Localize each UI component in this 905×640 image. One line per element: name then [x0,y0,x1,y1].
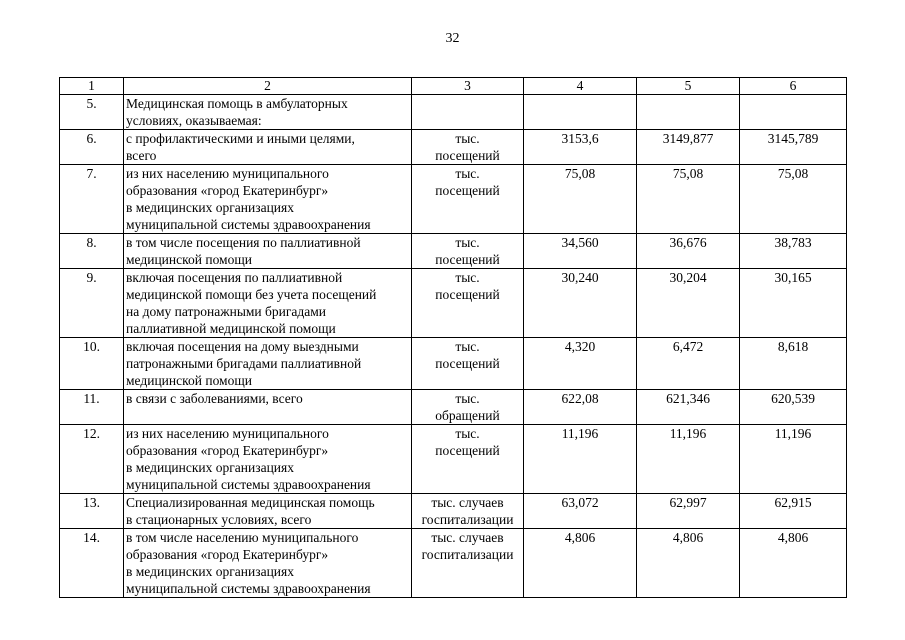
description-cell [124,234,412,269]
row-number-cell [60,529,124,598]
description-line: паллиативной медицинской помощи [126,321,336,336]
unit-line: обращений [435,408,500,423]
value-cell-col5 [637,494,740,529]
value: 4,320 [564,339,596,354]
value-cell-col6 [740,269,847,338]
value: 11,196 [669,426,707,441]
description-line: медицинской помощи [126,373,252,388]
description-line: образования «город Екатеринбург» [126,547,329,562]
value: 8,618 [777,339,809,354]
description-line: образования «город Екатеринбург» [126,443,329,458]
value-cell-col6 [740,165,847,234]
unit-cell [412,390,524,425]
unit-line: посещений [435,287,500,302]
description-line: всего [126,148,157,163]
row-number: 8. [86,235,97,250]
table-row [60,425,847,494]
value-cell-col5 [637,338,740,390]
value-cell-col4 [524,390,637,425]
value-cell-col6 [740,494,847,529]
unit-cell [412,494,524,529]
value: 75,08 [564,166,596,181]
value [638,95,738,112]
description-line: в том числе населению муниципального [126,530,359,545]
description-line: медицинской помощи без учета посещений [126,287,377,302]
value-cell-col5 [637,390,740,425]
description-line: муниципальной системы здравоохранения [126,581,371,596]
row-number: 14. [83,530,100,545]
value: 3149,877 [662,131,714,146]
header-cell-2: 2 [124,78,412,95]
description-line: Медицинская помощь в амбулаторных [126,96,348,111]
value: 6,472 [672,339,704,354]
unit-line: госпитализации [421,547,514,562]
header-row [60,78,847,95]
unit-line: тыс. [455,270,480,285]
data-table [59,77,847,598]
value-cell-col5 [637,130,740,165]
description-line: из них населению муниципального [126,166,329,181]
unit-line: госпитализации [421,512,514,527]
description-line: в том числе посещения по паллиативной [126,235,361,250]
row-number: 7. [86,166,97,181]
table-row [60,234,847,269]
value: 30,165 [774,270,812,285]
description-line: включая посещения на дому выездными [126,339,359,354]
table-row [60,529,847,598]
value: 11,196 [561,426,599,441]
value: 4,806 [564,530,596,545]
value-cell-col4 [524,95,637,130]
unit-line: тыс. случаев [431,530,504,545]
value [525,95,635,112]
value: 38,783 [774,235,812,250]
value-cell-col5 [637,269,740,338]
description-line: муниципальной системы здравоохранения [126,477,371,492]
description-cell [124,529,412,598]
description-line: на дому патронажными бригадами [126,304,327,319]
value: 622,08 [561,391,599,406]
unit-line: тыс. [455,166,480,181]
header-cell-1: 1 [60,78,124,95]
value-cell-col4 [524,130,637,165]
header-cell-4: 4 [524,78,637,95]
value: 36,676 [669,235,707,250]
value: 75,08 [777,166,809,181]
row-number-cell [60,269,124,338]
description-line: в медицинских организациях [126,460,294,475]
row-number-cell [60,165,124,234]
value: 62,997 [669,495,707,510]
value-cell-col6 [740,390,847,425]
description-line: с профилактическими и иными целями, [126,131,355,146]
row-number-cell [60,130,124,165]
value: 620,539 [771,391,815,406]
unit-line [413,95,522,112]
value: 4,806 [672,530,704,545]
value-cell-col5 [637,234,740,269]
description-line: образования «город Екатеринбург» [126,183,329,198]
value-cell-col4 [524,165,637,234]
unit-line: тыс. случаев [431,495,504,510]
row-number-cell [60,234,124,269]
unit-line: тыс. [455,391,480,406]
value-cell-col6 [740,338,847,390]
row-number-cell [60,425,124,494]
unit-line [413,112,522,129]
value-cell-col4 [524,234,637,269]
row-number: 13. [83,495,100,510]
description-line: Специализированная медицинская помощь [126,495,375,510]
value-cell-col5 [637,529,740,598]
unit-cell [412,529,524,598]
value-cell-col5 [637,425,740,494]
unit-line: тыс. [455,131,480,146]
description-line: из них населению муниципального [126,426,329,441]
value-cell-col4 [524,269,637,338]
row-number-cell [60,494,124,529]
unit-cell [412,165,524,234]
value-cell-col5 [637,165,740,234]
unit-line: тыс. [455,339,480,354]
table-row [60,95,847,130]
unit-cell [412,234,524,269]
value-cell-col6 [740,425,847,494]
row-number: 9. [86,270,97,285]
page-number: 32 [445,31,460,46]
description-line: медицинской помощи [126,252,252,267]
unit-line: посещений [435,252,500,267]
row-number-cell [60,390,124,425]
value: 11,196 [774,426,812,441]
row-number-cell [60,338,124,390]
description-line [126,407,410,424]
value: 30,204 [669,270,707,285]
value: 63,072 [561,495,599,510]
unit-line: тыс. [455,235,480,250]
value: 3145,789 [767,131,819,146]
description-line: включая посещения по паллиативной [126,270,343,285]
description-cell [124,390,412,425]
value-cell-col4 [524,425,637,494]
row-number: 5. [86,96,97,111]
unit-line: тыс. [455,426,480,441]
unit-cell [412,95,524,130]
description-line: условиях, оказываемая: [126,113,262,128]
value-cell-col6 [740,130,847,165]
description-cell [124,338,412,390]
header-cell-5: 5 [637,78,740,95]
table-row [60,338,847,390]
value: 62,915 [774,495,812,510]
description-cell [124,425,412,494]
unit-line: посещений [435,443,500,458]
description-cell [124,95,412,130]
value [741,95,845,112]
value-cell-col4 [524,529,637,598]
unit-cell [412,269,524,338]
value-cell-col4 [524,338,637,390]
description-line: в стационарных условиях, всего [126,512,312,527]
value-cell-col4 [524,494,637,529]
header-cell-3: 3 [412,78,524,95]
value-cell-col5 [637,95,740,130]
table-row [60,494,847,529]
row-number: 12. [83,426,100,441]
header-cell-6: 6 [740,78,847,95]
description-cell [124,165,412,234]
value: 30,240 [561,270,599,285]
unit-line: посещений [435,183,500,198]
value-cell-col6 [740,234,847,269]
value: 621,346 [666,391,710,406]
value: 34,560 [561,235,599,250]
description-line: в связи с заболеваниями, всего [126,391,303,406]
row-number: 10. [83,339,100,354]
table-row [60,390,847,425]
table-row [60,269,847,338]
description-line: муниципальной системы здравоохранения [126,217,371,232]
value: 75,08 [672,166,704,181]
table-row [60,165,847,234]
unit-line: посещений [435,356,500,371]
row-number: 11. [83,391,100,406]
unit-cell [412,130,524,165]
value-cell-col6 [740,529,847,598]
table-row [60,130,847,165]
description-line: в медицинских организациях [126,564,294,579]
description-line: в медицинских организациях [126,200,294,215]
unit-cell [412,425,524,494]
description-cell [124,494,412,529]
value: 3153,6 [561,131,599,146]
unit-cell [412,338,524,390]
description-line: патронажными бригадами паллиативной [126,356,362,371]
description-cell [124,269,412,338]
value: 4,806 [777,530,809,545]
row-number-cell [60,95,124,130]
unit-line: посещений [435,148,500,163]
description-cell [124,130,412,165]
row-number: 6. [86,131,97,146]
value-cell-col6 [740,95,847,130]
